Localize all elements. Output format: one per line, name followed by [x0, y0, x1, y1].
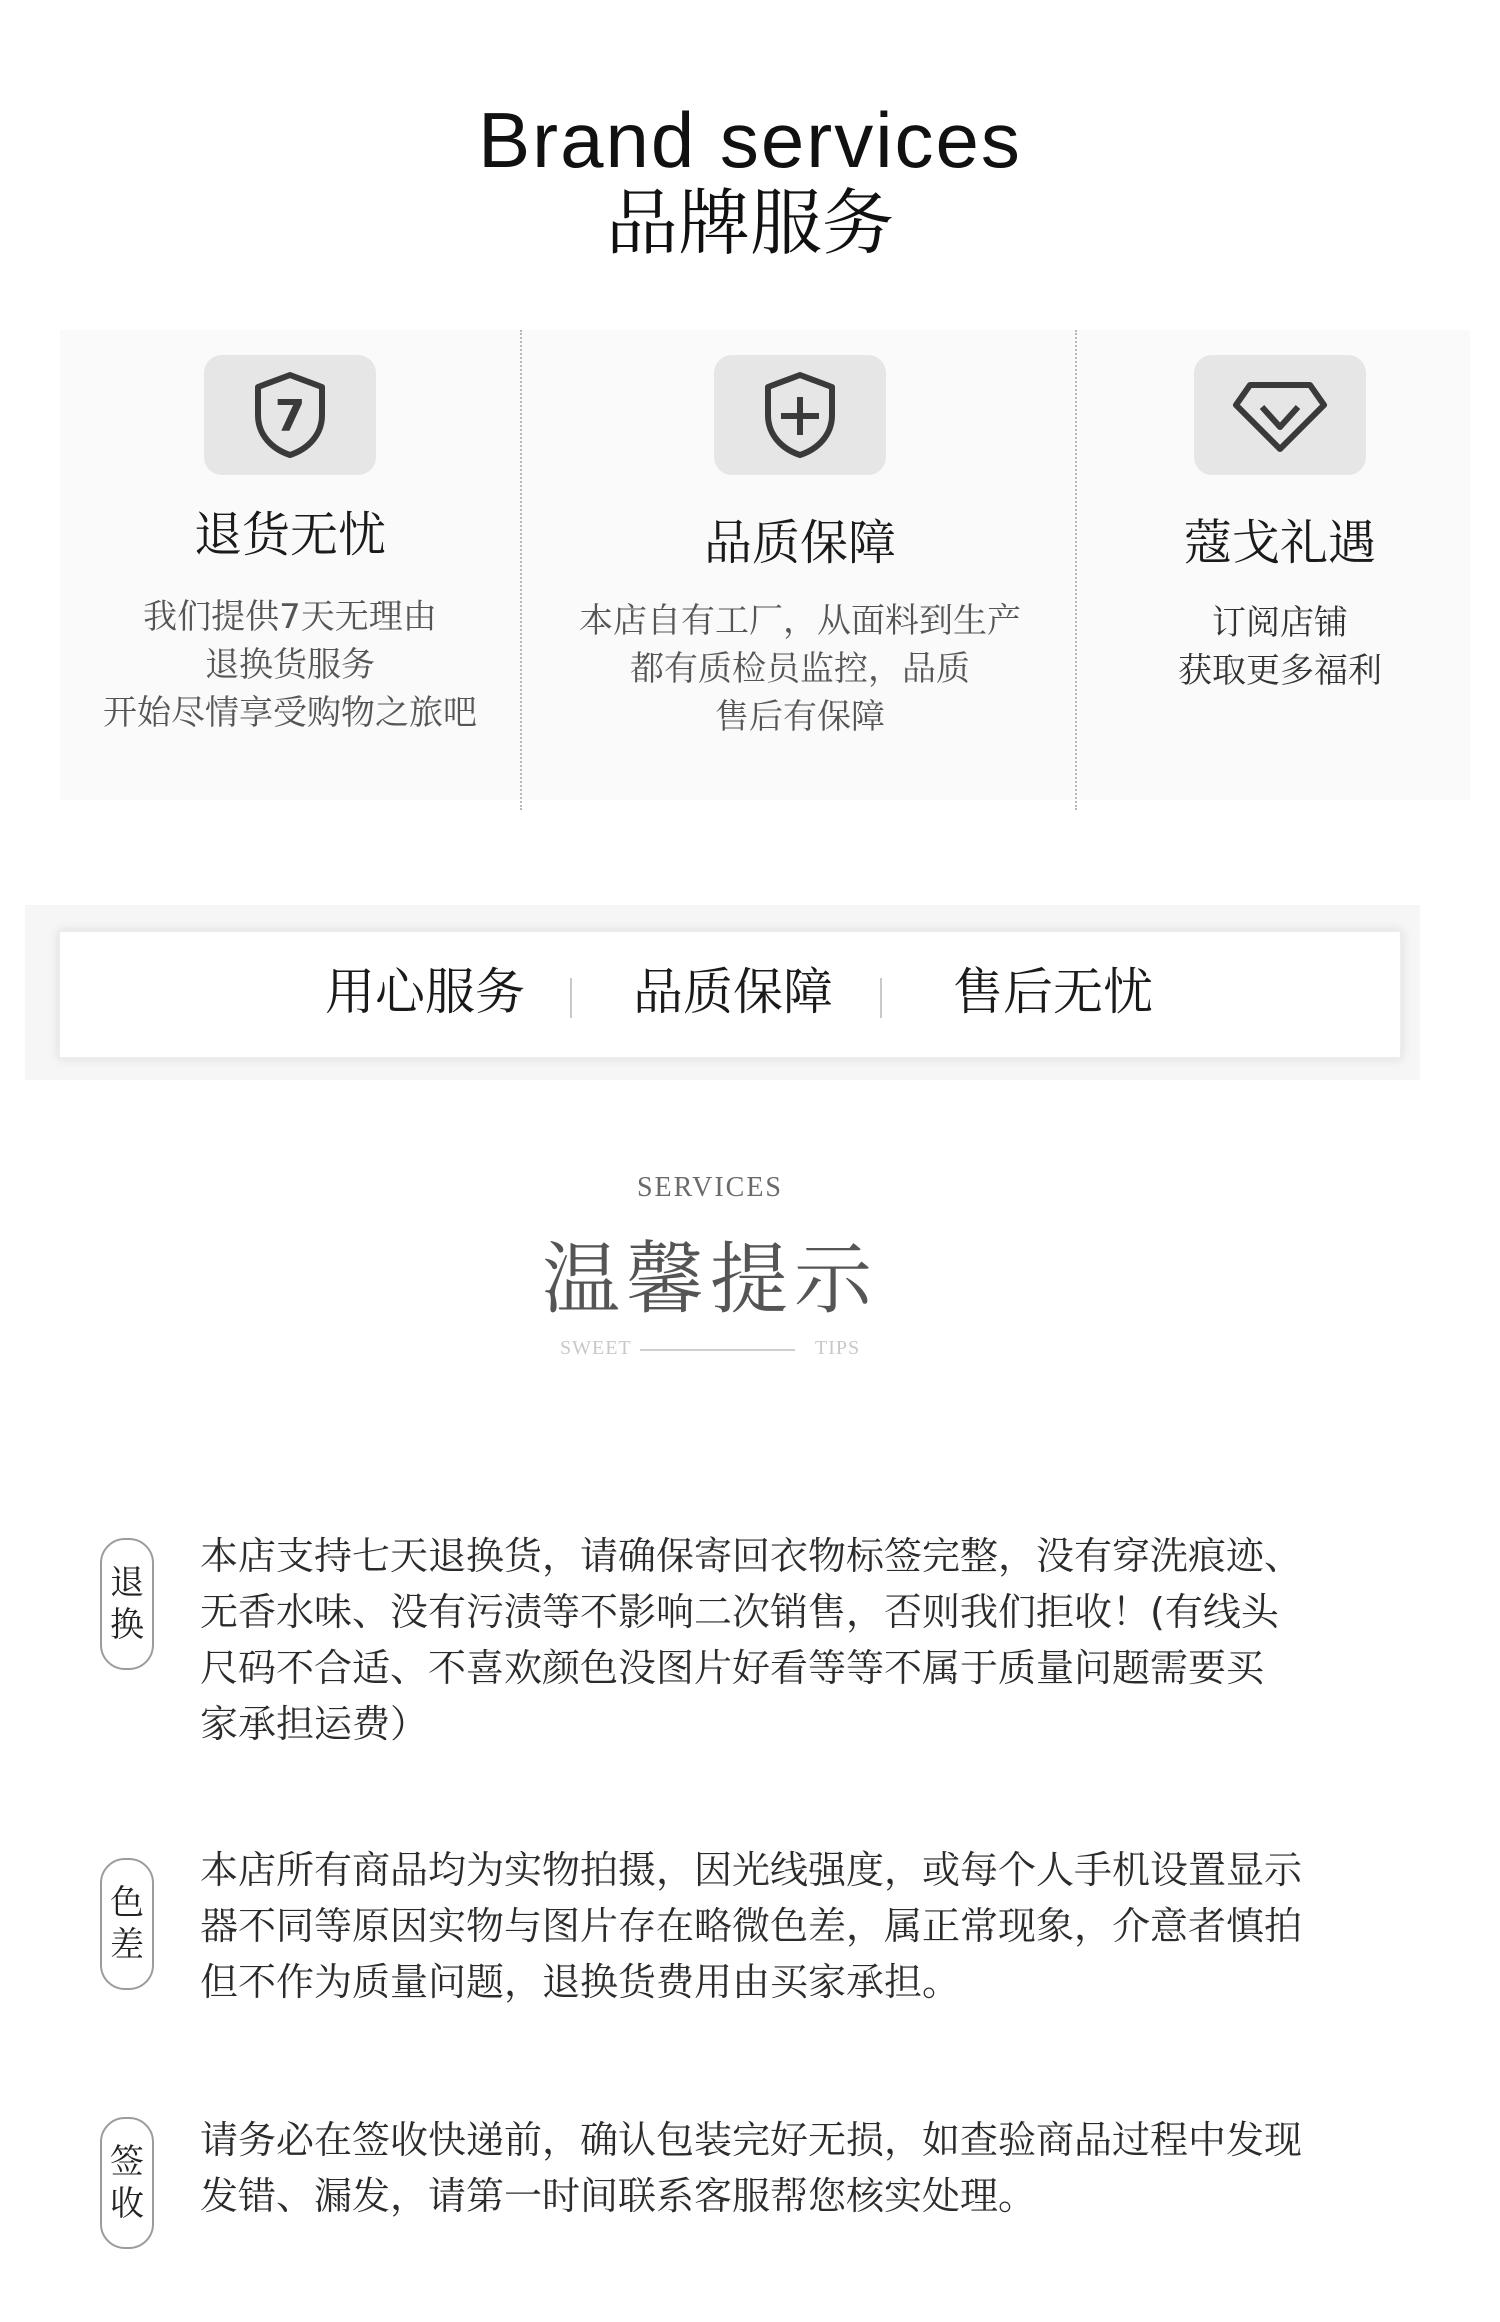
service-card-quality	[535, 355, 1065, 741]
shield-seven-icon	[204, 355, 376, 475]
feature-separator	[570, 978, 572, 1018]
feature-bar-backdrop-edge	[1420, 905, 1465, 1080]
feature-separator	[880, 978, 882, 1018]
column-divider	[1075, 330, 1077, 810]
column-divider	[520, 330, 522, 810]
card-description: 我们提供7天无理由 退换货服务 开始尽情享受购物之旅吧	[103, 597, 477, 733]
service-card-perks	[1085, 355, 1475, 695]
tag-char: 退	[110, 1563, 144, 1603]
shield-plus-icon	[714, 355, 886, 475]
card-description: 订阅店铺 获取更多福利	[1178, 603, 1382, 691]
notice-title: 温馨提示	[541, 1235, 878, 1325]
notice-text-returns: 本店支持七天退换货，请确保寄回衣物标签完整，没有穿洗痕迹、 无香水味、没有污渍等不影响二次销售，否则我们拒收！(有线头 尺码不合适、不喜欢颜色没图片好看等等不属于质量问题需要买 家承担运费）	[200, 1534, 1303, 1746]
diamond-icon	[1194, 355, 1366, 475]
tag-char: 收	[110, 2184, 144, 2224]
feature-item-care: 用心服务	[325, 963, 525, 1021]
svg-text:7: 7	[274, 391, 306, 442]
notice-text-color-difference: 本店所有商品均为实物拍摄，因光线强度，或每个人手机设置显示 器不同等原因实物与图片存在略微色差，属正常现象，介意者慎拍 但不作为质量问题，退换货费用由买家承担。	[200, 1848, 1303, 2004]
tag-color-difference	[100, 1858, 154, 1990]
tips-label: TIPS	[815, 1337, 861, 1359]
tag-signing	[100, 2117, 154, 2249]
notice-text-signing: 请务必在签收快递前，确认包装完好无损，如查验商品过程中发现 发错、漏发，请第一时间联系客服帮您核实处理。	[200, 2118, 1303, 2218]
tag-char: 签	[110, 2142, 144, 2182]
tag-returns	[100, 1538, 154, 1670]
card-description: 本店自有工厂，从面料到生产 都有质检员监控，品质 售后有保障	[579, 601, 1021, 737]
tag-char: 色	[110, 1883, 144, 1923]
feature-item-quality: 品质保障	[633, 963, 833, 1021]
services-label: SERVICES	[636, 1172, 783, 1203]
tag-char: 差	[110, 1925, 144, 1965]
card-title: 蔻戈礼遇	[1183, 515, 1376, 571]
title-rule	[640, 1349, 795, 1351]
feature-item-aftersales: 售后无忧	[953, 963, 1153, 1021]
service-card-returns	[60, 355, 520, 737]
brand-title-zh: 品牌服务	[605, 181, 894, 265]
tag-char: 换	[110, 1605, 144, 1645]
card-title: 退货无忧	[193, 507, 386, 563]
brand-title-en: Brand services	[478, 96, 1022, 184]
sweet-label: SWEET	[560, 1337, 632, 1359]
card-title: 品质保障	[703, 515, 896, 571]
